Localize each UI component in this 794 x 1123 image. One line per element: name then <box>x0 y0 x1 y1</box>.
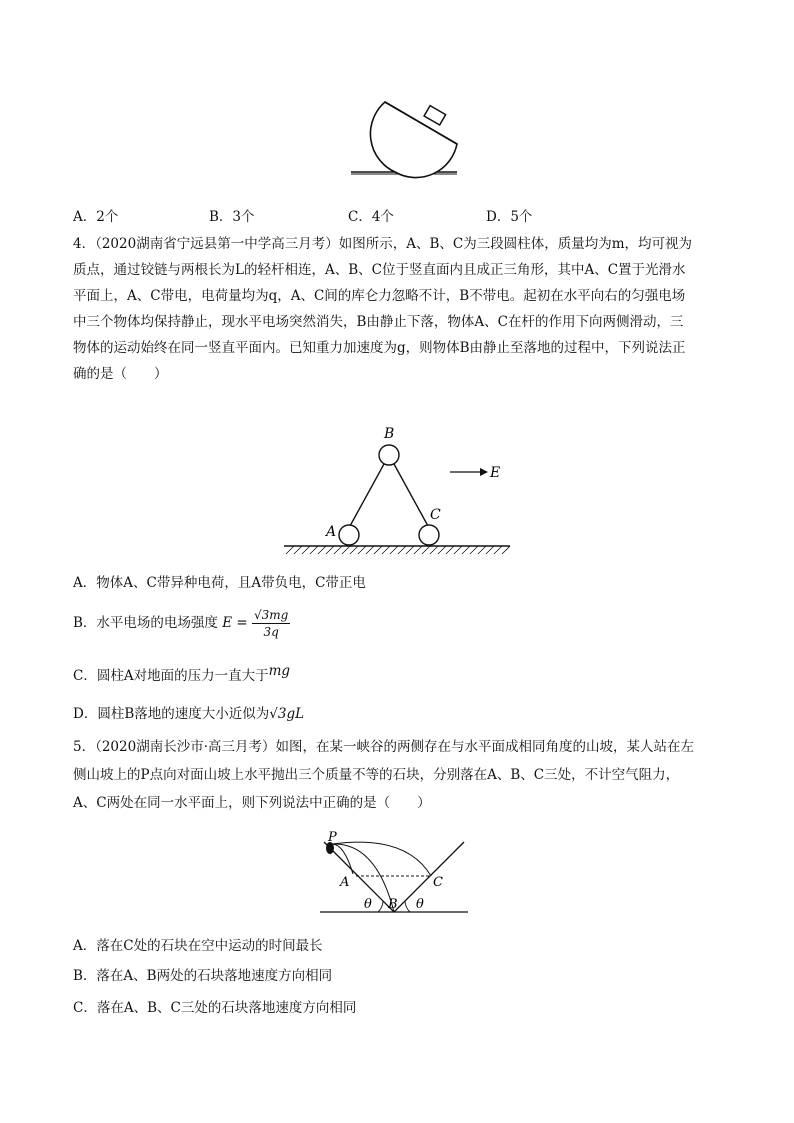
q4-line: 平面上，A、C带电，电荷量均为q，A、C间的库仑力忽略不计，B不带电。起初在水平向右的匀强电场 <box>73 288 686 304</box>
q5-option-b[interactable]: B．落在A、B两处的石块落地速度方向相同 <box>73 968 333 984</box>
q5-line: 5．（2020湖南长沙市·高三月考）如图，在某一峡谷的两侧存在与水平面成相同角度的山坡，某人站在左 <box>73 739 694 755</box>
q5-valley-figure <box>316 830 472 916</box>
label-b: B <box>388 897 398 912</box>
q4-option-d[interactable] <box>73 702 304 722</box>
q4-option-c-expr: mg <box>268 663 291 679</box>
label-theta-right: θ <box>416 897 424 912</box>
q4-option-c-label: C．圆柱A对地面的压力一直大于 <box>73 668 269 684</box>
q4-triangle-figure <box>282 418 514 558</box>
q5-stem <box>73 733 725 817</box>
q3-option-a[interactable]: A．2个 <box>73 209 119 225</box>
label-p: P <box>328 830 337 845</box>
fraction-numerator: √3mg <box>253 608 289 622</box>
q4-line: 中三个物体均保持静止，现水平电场突然消失，B由静止下落，物体A、C在杆的作用下向两侧滑动，三 <box>73 314 684 330</box>
label-e: E <box>490 465 501 481</box>
q4-option-b-fraction <box>252 607 290 640</box>
label-a: A <box>326 524 337 540</box>
q5-option-a[interactable]: A．落在C处的石块在空中运动的时间最长 <box>73 938 323 954</box>
q4-line: 质点，通过铰链与两根长为L的轻杆相连，A、B、C位于竖直面内且成正三角形，其中A、C置于光滑水 <box>73 262 686 278</box>
label-c: C <box>433 875 443 890</box>
q5-line: A、C两处在同一水平面上，则下列说法中正确的是（ ） <box>73 795 431 811</box>
q4-option-a[interactable]: A．物体A、C带异种电荷，且A带负电，C带正电 <box>73 575 366 591</box>
label-theta-left: θ <box>364 897 372 912</box>
q4-option-c[interactable] <box>73 664 290 684</box>
q5-option-c[interactable]: C．落在A、B、C三处的石块落地速度方向相同 <box>73 1000 357 1016</box>
q3-option-c[interactable]: C．4个 <box>348 209 394 225</box>
q4-option-d-label: D．圆柱B落地的速度大小近似为 <box>73 706 270 722</box>
q4-line: 物体的运动始终在同一竖直平面内。已知重力加速度为g，则物体B由静止至落地的过程中，下列说法正 <box>73 340 686 356</box>
q4-line: 4．（2020湖南省宁远县第一中学高三月考）如图所示，A、B、C为三段圆柱体，质量均为m，均可视为 <box>73 236 692 252</box>
label-a: A <box>340 875 350 890</box>
q5-line: 侧山坡上的P点向对面山坡上水平抛出三个质量不等的石块，分别落在A、B、C三处，不计空气阻力， <box>73 767 680 783</box>
q4-line: 确的是（ ） <box>73 366 168 382</box>
q4-option-d-expr: √3gL <box>269 706 305 722</box>
q4-option-b[interactable] <box>73 607 290 640</box>
bowl-figure <box>345 92 465 182</box>
q3-option-d[interactable]: D．5个 <box>486 209 533 225</box>
q4-option-b-lhs: E = <box>222 615 248 631</box>
q4-option-b-label: B．水平电场的电场强度 <box>73 615 218 631</box>
label-c: C <box>430 507 441 523</box>
fraction-denominator: 3q <box>263 625 279 639</box>
q4-stem <box>73 231 725 387</box>
q3-option-b[interactable]: B．3个 <box>209 209 255 225</box>
label-b: B <box>384 426 395 442</box>
